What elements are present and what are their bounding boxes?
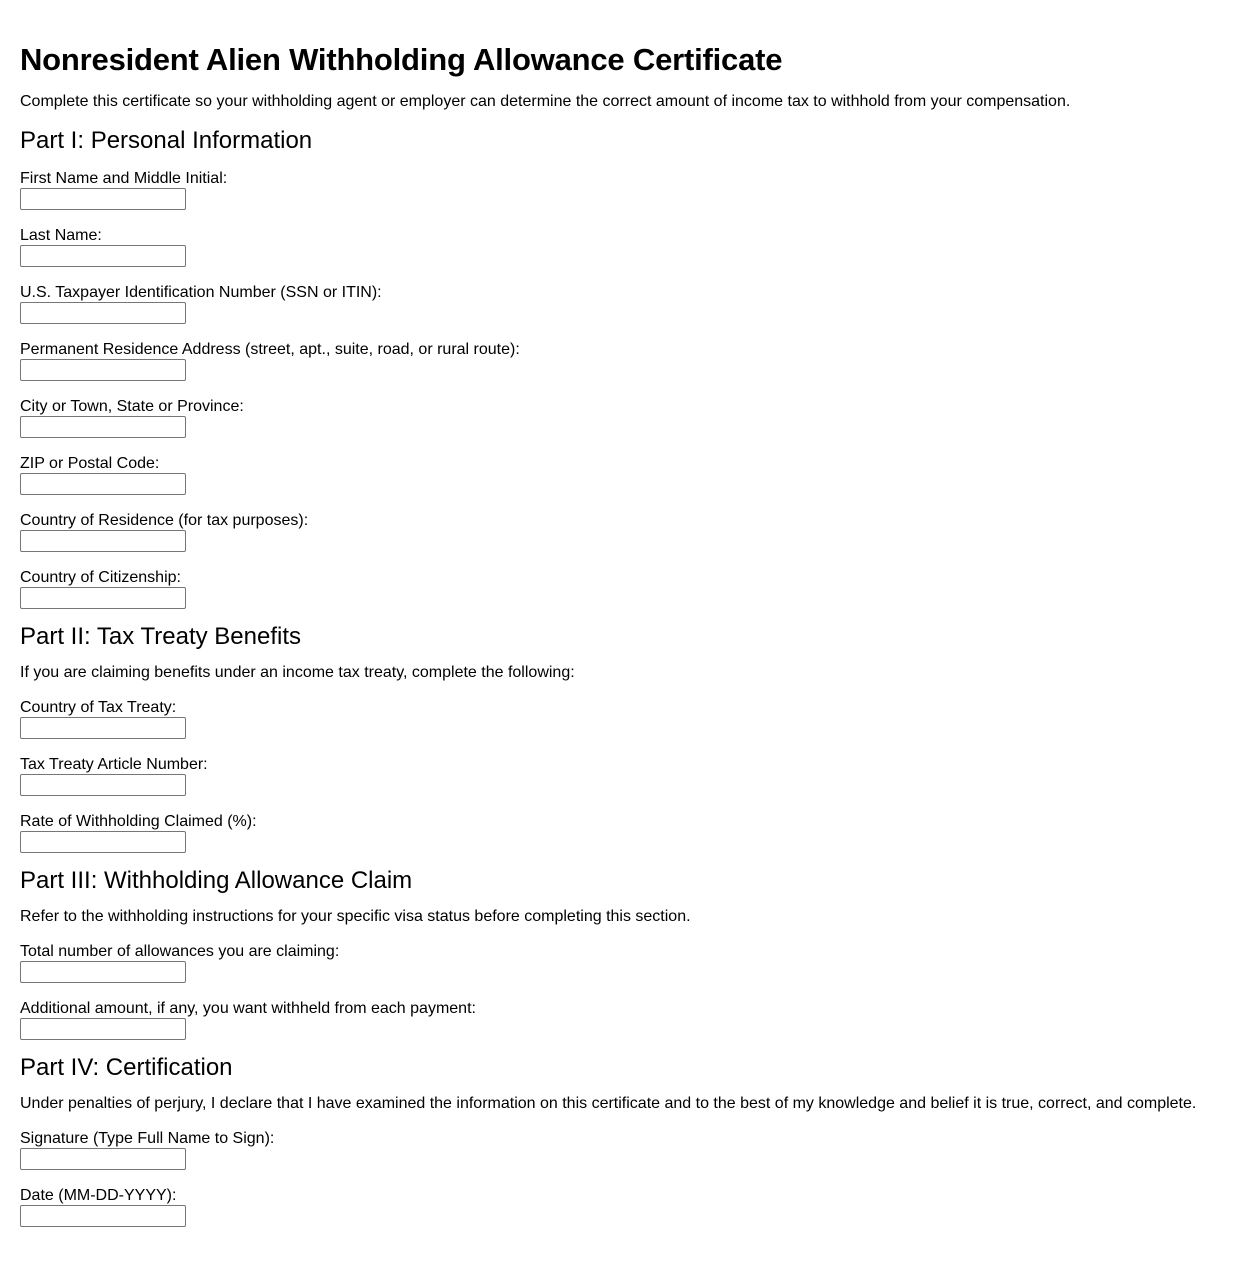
date-input[interactable] xyxy=(20,1205,186,1227)
last-name-input[interactable] xyxy=(20,245,186,267)
zip-label: ZIP or Postal Code: xyxy=(20,455,160,472)
tin-label: U.S. Taxpayer Identification Number (SSN or ITIN): xyxy=(20,284,382,301)
signature-field xyxy=(20,1129,1227,1170)
zip-input[interactable] xyxy=(20,473,186,495)
intro-text: Complete this certificate so your withholding agent or employer can determine the correct amount of income tax to withhold from your compensation. xyxy=(20,93,1071,110)
address-input[interactable] xyxy=(20,359,186,381)
first-name-input[interactable] xyxy=(20,188,186,210)
allowances-label: Total number of allowances you are claiming: xyxy=(20,943,340,960)
treaty-country-input[interactable] xyxy=(20,717,186,739)
country-citizenship-label: Country of Citizenship: xyxy=(20,569,181,586)
treaty-country-label: Country of Tax Treaty: xyxy=(20,699,177,716)
part2-heading: Part II: Tax Treaty Benefits xyxy=(20,623,302,650)
city-input[interactable] xyxy=(20,416,186,438)
address-field xyxy=(20,340,1227,381)
treaty-article-field xyxy=(20,755,1227,796)
signature-input[interactable] xyxy=(20,1148,186,1170)
country-residence-field xyxy=(20,511,1227,552)
part2-note: If you are claiming benefits under an income tax treaty, complete the following: xyxy=(20,664,575,681)
country-residence-input[interactable] xyxy=(20,530,186,552)
allowances-input[interactable] xyxy=(20,961,186,983)
part4-note: Under penalties of perjury, I declare that I have examined the information on this certificate and to the best of my knowledge and belief it is true, correct, and complete. xyxy=(20,1095,1197,1112)
part4-heading: Part IV: Certification xyxy=(20,1054,233,1081)
first-name-label: First Name and Middle Initial: xyxy=(20,170,228,187)
part2-fields xyxy=(20,698,1227,853)
part3-heading: Part III: Withholding Allowance Claim xyxy=(20,867,413,894)
treaty-country-field xyxy=(20,698,1227,739)
date-field xyxy=(20,1186,1227,1227)
first-name-field xyxy=(20,169,1227,210)
treaty-article-input[interactable] xyxy=(20,774,186,796)
part3-note: Refer to the withholding instructions for your specific visa status before completing this section. xyxy=(20,908,691,925)
withholding-rate-input[interactable] xyxy=(20,831,186,853)
withholding-rate-label: Rate of Withholding Claimed (%): xyxy=(20,813,257,830)
city-field xyxy=(20,397,1227,438)
part1-heading: Part I: Personal Information xyxy=(20,127,313,154)
city-label: City or Town, State or Province: xyxy=(20,398,244,415)
tin-field xyxy=(20,283,1227,324)
allowances-field xyxy=(20,942,1227,983)
withholding-rate-field xyxy=(20,812,1227,853)
zip-field xyxy=(20,454,1227,495)
additional-amount-input[interactable] xyxy=(20,1018,186,1040)
part3-fields xyxy=(20,942,1227,1040)
additional-amount-label: Additional amount, if any, you want withheld from each payment: xyxy=(20,1000,476,1017)
part4-fields xyxy=(20,1129,1227,1227)
country-citizenship-field xyxy=(20,568,1227,609)
treaty-article-label: Tax Treaty Article Number: xyxy=(20,756,208,773)
country-citizenship-input[interactable] xyxy=(20,587,186,609)
tin-input[interactable] xyxy=(20,302,186,324)
signature-label: Signature (Type Full Name to Sign): xyxy=(20,1130,275,1147)
date-label: Date (MM-DD-YYYY): xyxy=(20,1187,177,1204)
part1-fields xyxy=(20,169,1227,609)
country-residence-label: Country of Residence (for tax purposes): xyxy=(20,512,309,529)
address-label: Permanent Residence Address (street, apt., suite, road, or rural route): xyxy=(20,341,520,358)
page-title: Nonresident Alien Withholding Allowance Certificate xyxy=(20,42,783,77)
last-name-label: Last Name: xyxy=(20,227,102,244)
additional-amount-field xyxy=(20,999,1227,1040)
last-name-field xyxy=(20,226,1227,267)
